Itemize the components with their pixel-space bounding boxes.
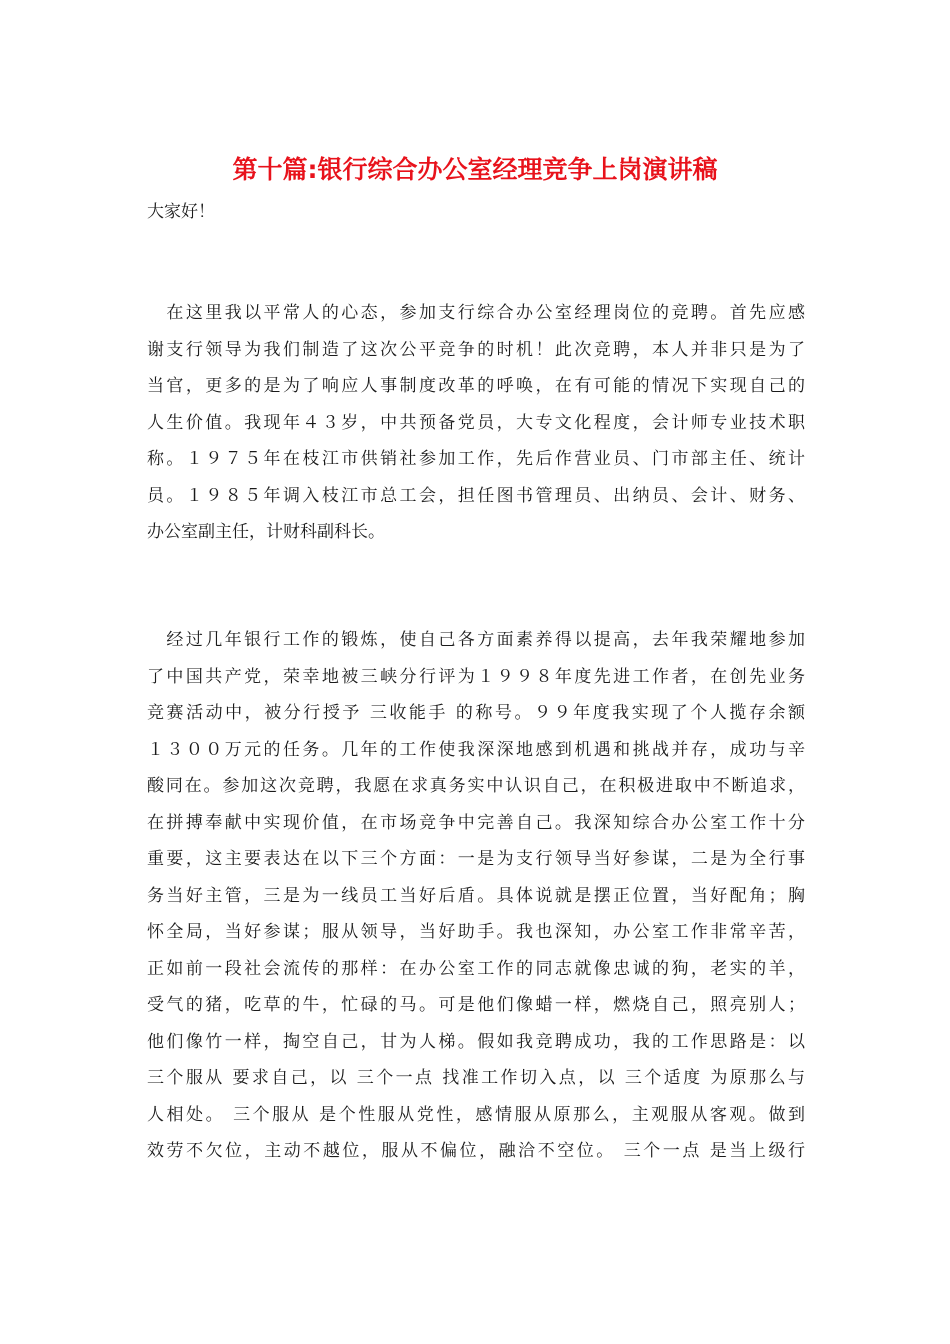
text-line: 人生价值。我现年４３岁，中共预备党员，大专文化程度，会计师专业技术职 <box>147 412 805 433</box>
text-line: 经过几年银行工作的锻炼，使自己各方面素养得以提高，去年我荣耀地参加 <box>147 630 805 650</box>
text-line: 酸同在。参加这次竞聘，我愿在求真务实中认识自己，在积极进取中不断追求， <box>147 776 805 796</box>
text-line: １３００万元的任务。几年的工作使我深深地感到机遇和挑战并存，成功与辛 <box>147 739 805 760</box>
text-line: 谢支行领导为我们制造了这次公平竞争的时机！此次竞聘，本人并非只是为了 <box>147 339 805 360</box>
text-line: 重要，这主要表达在以下三个方面：一是为支行领导当好参谋，二是为全行事 <box>147 849 805 869</box>
text-line: 人相处。 三个服从 是个性服从党性，感情服从原那么，主观服从客观。做到 <box>147 1104 805 1125</box>
text-line: 怀全局，当好参谋；服从领导，当好助手。我也深知，办公室工作非常辛苦， <box>147 922 805 942</box>
text-line: 办公室副主任，计财科副科长。 <box>147 522 385 542</box>
text-line: 了中国共产党，荣幸地被三峡分行评为１９９８年度先进工作者，在创先业务 <box>147 666 805 687</box>
text-line: 三个服从 要求自己，以 三个一点 找准工作切入点，以 三个适度 为原那么与 <box>147 1068 805 1088</box>
text-line: 正如前一段社会流传的那样：在办公室工作的同志就像忠诚的狗，老实的羊， <box>147 958 805 979</box>
text-line: 竞赛活动中，被分行授予 三收能手 的称号。９９年度我实现了个人揽存余额 <box>147 703 805 723</box>
text-line: 员。１９８５年调入枝江市总工会，担任图书管理员、出纳员、会计、财务、 <box>147 485 805 506</box>
text-line: 效劳不欠位，主动不越位，服从不偏位，融洽不空位。 三个一点 是当上级行 <box>147 1141 805 1161</box>
text-line: 受气的猪，吃草的牛，忙碌的马。可是他们像蜡一样，燃烧自己，照亮别人； <box>147 995 805 1015</box>
text-line: 务当好主管，三是为一线员工当好后盾。具体说就是摆正位置，当好配角；胸 <box>147 885 805 906</box>
text-line: 在这里我以平常人的心态，参加支行综合办公室经理岗位的竞聘。首先应感 <box>147 303 805 323</box>
text-line: 在拼搏奉献中实现价值，在市场竞争中完善自己。我深知综合办公室工作十分 <box>147 812 805 833</box>
greeting: 大家好！ <box>147 202 215 222</box>
text-line: 当官，更多的是为了响应人事制度改革的呼唤，在有可能的情况下实现自己的 <box>147 376 805 396</box>
document-title: 第十篇:银行综合办公室经理竞争上岗演讲稿 <box>232 155 718 184</box>
paragraph-1 <box>147 295 805 551</box>
text-line: 称。１９７５年在枝江市供销社参加工作，先后作营业员、门市部主任、统计 <box>147 449 805 469</box>
text-line: 他们像竹一样，掏空自己，甘为人梯。假如我竞聘成功，我的工作思路是：以 <box>147 1031 805 1052</box>
paragraph-2 <box>147 622 805 1170</box>
